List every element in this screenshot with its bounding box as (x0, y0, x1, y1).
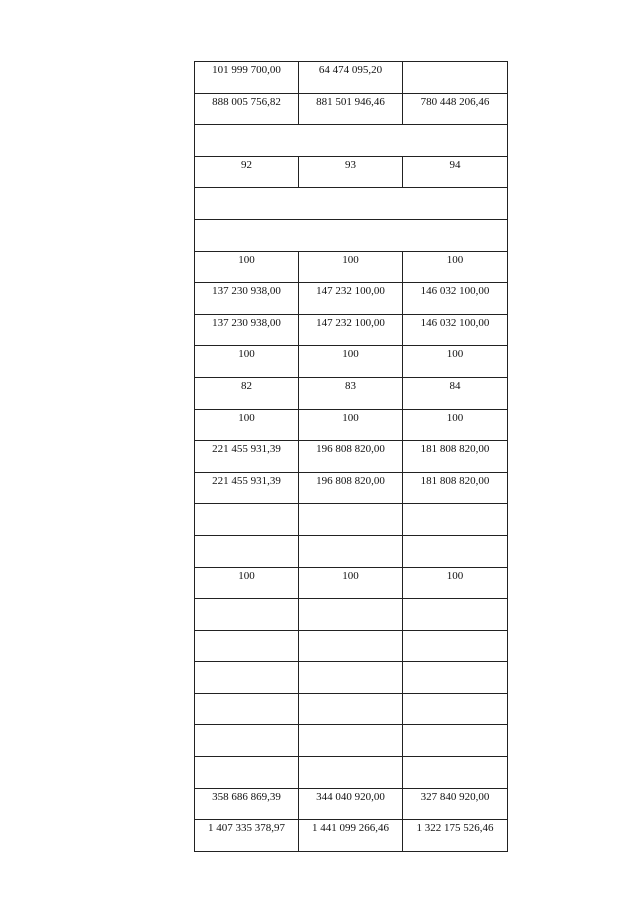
table-body (195, 62, 508, 852)
table-cell (403, 757, 508, 789)
table-cell: 147 232 100,00 (299, 314, 403, 346)
table-cell: 327 840 920,00 (403, 788, 508, 820)
table-row (195, 693, 508, 725)
table-cell: 358 686 869,39 (195, 788, 299, 820)
table-cell: 1 407 335 378,97 (195, 820, 299, 852)
table-cell-merged (195, 125, 508, 157)
table-cell: 100 (195, 251, 299, 283)
table-row (195, 125, 508, 157)
table-cell: 92 (195, 156, 299, 188)
table-cell: 196 808 820,00 (299, 441, 403, 473)
table-cell (403, 725, 508, 757)
table-cell (403, 662, 508, 694)
table-cell (403, 630, 508, 662)
table-cell: 196 808 820,00 (299, 472, 403, 504)
table-row (195, 599, 508, 631)
table-cell: 100 (403, 346, 508, 378)
table-cell: 100 (195, 567, 299, 599)
table-cell (403, 599, 508, 631)
table-cell (299, 630, 403, 662)
table-cell (195, 504, 299, 536)
table-cell: 146 032 100,00 (403, 283, 508, 315)
table-row (195, 662, 508, 694)
table-cell: 100 (195, 409, 299, 441)
budget-table (194, 61, 508, 852)
table-row (195, 472, 508, 504)
table-cell (299, 725, 403, 757)
table-cell (195, 630, 299, 662)
table-cell (299, 662, 403, 694)
table-row (195, 188, 508, 220)
table-cell: 221 455 931,39 (195, 472, 299, 504)
table-cell (195, 693, 299, 725)
table-cell (195, 535, 299, 567)
table-cell: 147 232 100,00 (299, 283, 403, 315)
table-cell: 100 (403, 567, 508, 599)
table-cell: 146 032 100,00 (403, 314, 508, 346)
table-cell: 84 (403, 377, 508, 409)
table-cell (299, 599, 403, 631)
table-row (195, 535, 508, 567)
table-row (195, 441, 508, 473)
table-row (195, 62, 508, 94)
table-cell: 100 (403, 409, 508, 441)
table-row (195, 725, 508, 757)
table-cell: 100 (299, 346, 403, 378)
table-cell: 780 448 206,46 (403, 93, 508, 125)
table-cell-merged (195, 219, 508, 251)
table-cell: 1 441 099 266,46 (299, 820, 403, 852)
table-cell (299, 504, 403, 536)
table-cell (195, 725, 299, 757)
table-row (195, 93, 508, 125)
table-cell: 221 455 931,39 (195, 441, 299, 473)
table-cell (403, 535, 508, 567)
table-cell (299, 693, 403, 725)
table-cell (195, 757, 299, 789)
table-row (195, 757, 508, 789)
table-cell: 100 (299, 409, 403, 441)
table-cell: 101 999 700,00 (195, 62, 299, 94)
table-row (195, 251, 508, 283)
table-cell: 137 230 938,00 (195, 283, 299, 315)
table-cell: 1 322 175 526,46 (403, 820, 508, 852)
table-cell (403, 693, 508, 725)
table-cell: 94 (403, 156, 508, 188)
table-cell: 344 040 920,00 (299, 788, 403, 820)
table-cell (299, 757, 403, 789)
table-cell (195, 599, 299, 631)
table-row (195, 820, 508, 852)
table-cell: 64 474 095,20 (299, 62, 403, 94)
table-cell: 100 (299, 251, 403, 283)
table-cell: 181 808 820,00 (403, 441, 508, 473)
table-cell: 93 (299, 156, 403, 188)
table-cell: 100 (195, 346, 299, 378)
table-cell: 181 808 820,00 (403, 472, 508, 504)
table-row (195, 630, 508, 662)
table-row (195, 788, 508, 820)
table-row (195, 346, 508, 378)
table-cell (403, 62, 508, 94)
table-cell (299, 535, 403, 567)
table-cell: 888 005 756,82 (195, 93, 299, 125)
table-cell: 881 501 946,46 (299, 93, 403, 125)
table-cell: 137 230 938,00 (195, 314, 299, 346)
table-cell: 100 (403, 251, 508, 283)
table-row (195, 283, 508, 315)
table-row (195, 314, 508, 346)
table-row (195, 377, 508, 409)
table-cell (195, 662, 299, 694)
table-row (195, 567, 508, 599)
table-row (195, 156, 508, 188)
table-cell-merged (195, 188, 508, 220)
table-cell (403, 504, 508, 536)
table-row (195, 219, 508, 251)
table-cell: 83 (299, 377, 403, 409)
table-row (195, 409, 508, 441)
table-cell: 100 (299, 567, 403, 599)
table-cell: 82 (195, 377, 299, 409)
table-row (195, 504, 508, 536)
